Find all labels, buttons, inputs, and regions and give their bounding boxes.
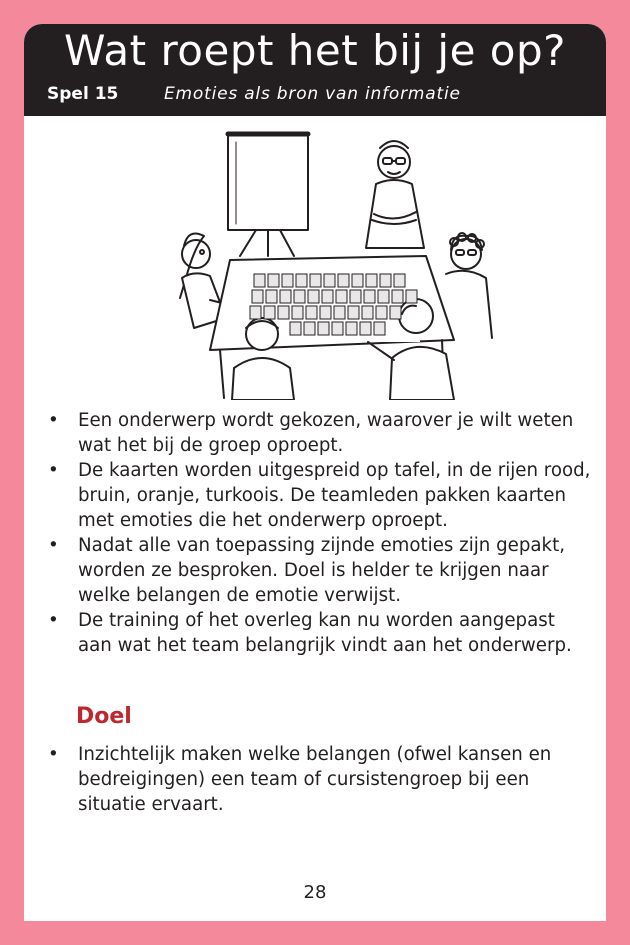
page-number: 28 [303,882,327,903]
goal-heading: Doel [76,704,132,729]
goal-list [44,742,594,817]
instruction-list [44,408,594,658]
card-title: Wat roept het bij je op? [64,26,566,75]
card-subtitle: Emoties als bron van informatie [164,84,461,104]
list-item: • Nadat alle van toepassing zijnde emoties zijn gepakt, worden ze besproken. Doel is helder te krijgen naar welke belangen de emotie verwijst. [44,533,594,608]
game-number: Spel 15 [47,84,119,104]
list-item: • De training of het overleg kan nu worden aangepast aan wat het team belangrijk vindt aan het onderwerp. [44,608,594,658]
card-header [24,24,606,116]
game-card [24,24,606,921]
team-emotion-cards-illustration [154,128,494,400]
list-item: • De kaarten worden uitgespreid op tafel, in de rijen rood, bruin, oranje, turkoois. De teamleden pakken kaarten met emoties die het onderwerp oproept. [44,458,594,533]
list-item: • Een onderwerp wordt gekozen, waarover je wilt weten wat het bij de groep oproept. [44,408,594,458]
list-item: • Inzichtelijk maken welke belangen (ofwel kansen en bedreigingen) een team of cursistengroep bij een situatie ervaart. [44,742,594,817]
